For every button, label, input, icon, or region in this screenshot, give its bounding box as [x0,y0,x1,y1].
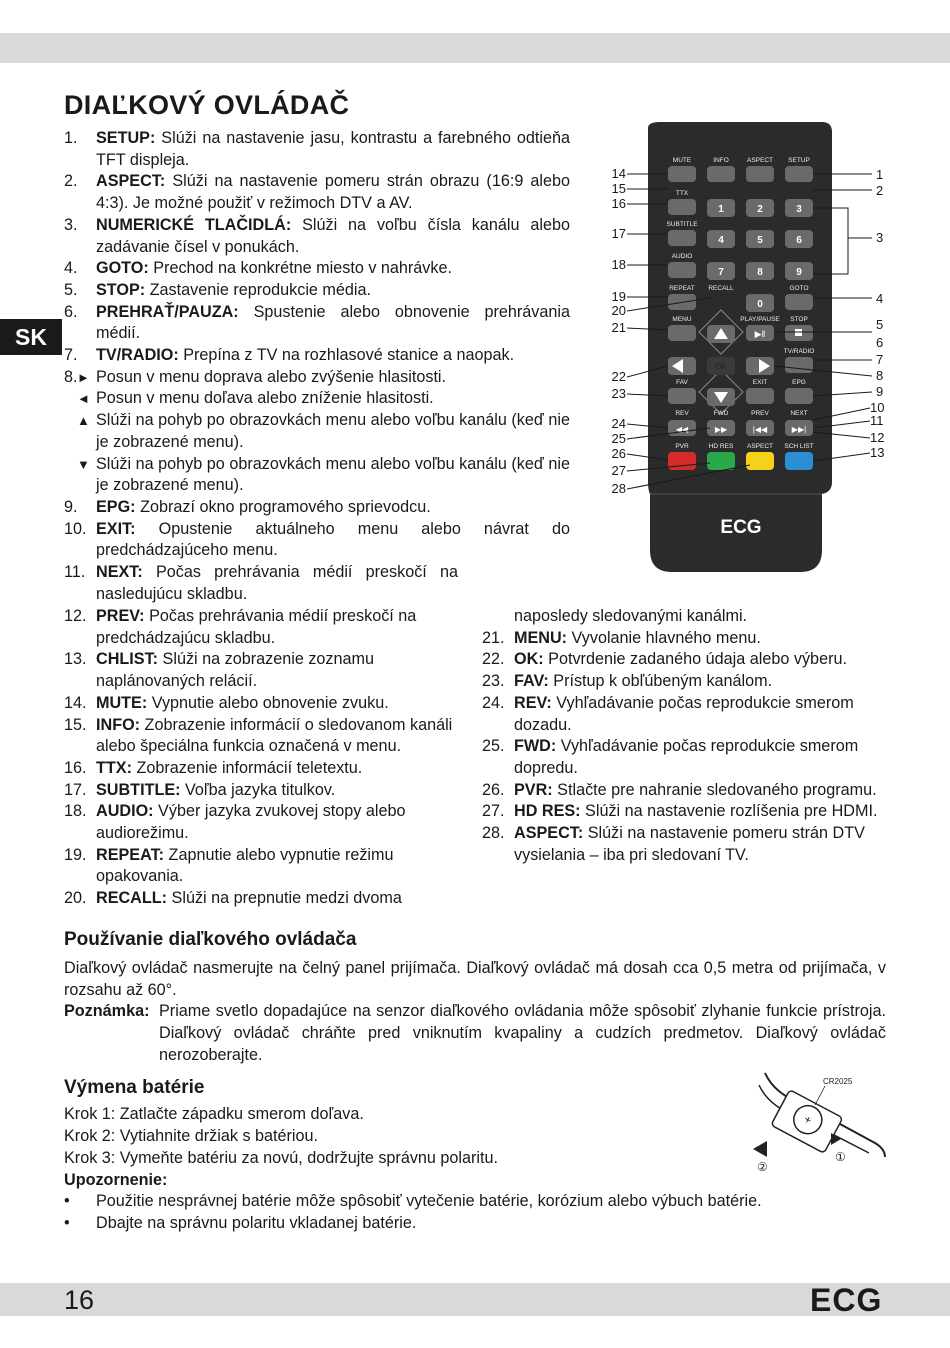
svg-text:24: 24 [611,416,626,431]
label-ttx: TTX [675,190,689,197]
battery-heading: Výmena batérie [64,1077,205,1098]
svg-text:8: 8 [757,267,763,278]
svg-text:10: 10 [870,400,885,415]
subtitle-button [668,230,696,246]
note-text: Priame svetlo dopadajúce na senzor diaľkového ovládania môže spôsobiť zlyhanie funkcie prístroja. Diaľkový ovládač chráňte pred vniknutím kvapaliny a cudzích predmetov. Diaľkový ovládač nerozoberajte. [159,1002,886,1064]
svg-text:26: 26 [611,446,626,461]
rewind-icon: ◀◀ [675,425,689,434]
exit-button [746,388,774,404]
svg-text:NEXT: NEXT [790,410,808,417]
bottom-bar [0,1283,950,1316]
svg-text:13: 13 [870,445,885,460]
svg-text:0: 0 [757,299,763,310]
list-item: 10. EXIT: Opustenie aktuálneho menu alebo návrat do predchádzajúceho menu. [64,519,570,560]
svg-text:4: 4 [718,235,724,246]
brand-logo: ECG [810,1282,883,1318]
step-2-marker: ② [757,1160,768,1174]
remote-brand: ECG [720,517,762,538]
svg-text:EPG: EPG [792,379,806,386]
svg-text:4: 4 [876,291,884,306]
svg-text:ASPECT: ASPECT [746,443,774,450]
step-1-marker: ① [835,1150,846,1164]
svg-text:3: 3 [876,230,884,245]
goto-button [785,294,813,310]
svg-text:PVR: PVR [675,443,689,450]
svg-text:HD RES: HD RES [708,443,734,450]
function-list-col1 [64,128,570,605]
setup-button [785,166,813,182]
arrow-up-icon: ▲ [77,413,90,429]
svg-text:23: 23 [611,386,626,401]
svg-text:2: 2 [757,204,763,215]
aspect-button-yellow [746,452,774,470]
svg-text:22: 22 [611,369,626,384]
pull-arrow-icon [753,1141,767,1157]
svg-text:1: 1 [718,204,724,215]
callouts-left [612,166,626,496]
svg-text:6: 6 [876,335,884,350]
list-item: 1. SETUP: Slúži na nastavenie jasu, kontrastu a farebného odtieňa TFT displeja. [64,129,570,169]
svg-text:9: 9 [796,267,802,278]
list-item: 17. SUBTITLE: Voľba jazyka titulkov. [64,780,336,799]
schlist-button-blue [785,452,813,470]
mute-button [668,166,696,182]
svg-text:FWD: FWD [713,410,729,417]
list-item: 23. FAV: Prístup k obľúbeným kanálom. [482,672,773,691]
svg-text:7: 7 [876,352,884,367]
arrow-down-icon: ▼ [77,456,90,472]
svg-text:1: 1 [876,167,884,182]
list-item: 3. NUMERICKÉ TLAČIDLÁ: Slúži na voľbu čísla kanálu alebo zadávanie čísel v ponukách. [64,215,570,256]
list-item: 24. REV: Vyhľadávanie počas reprodukcie smerom dozadu. [482,693,854,734]
svg-text:18: 18 [611,257,626,272]
function-list-col3 [482,606,892,866]
svg-text:+: + [801,1111,815,1128]
svg-text:5: 5 [757,235,763,246]
svg-text:REV: REV [675,410,689,417]
list-item: 22. OK: Potvrdenie zadaného údaja alebo výberu. [482,650,847,669]
list-item: • Použitie nesprávnej batérie môže spôsobiť vytečenie batérie, korózium alebo výbuch batérie. [64,1190,762,1212]
usage-text: Diaľkový ovládač nasmerujte na čelný panel prijímača. Diaľkový ovládač má dosah cca 0,5 metra od prijímača, v rozsahu až 60°. [64,959,886,999]
note-block [64,1000,886,1066]
list-item: 13. CHLIST: Slúži na zobrazenie zoznamu naplánovaných relácií. [64,650,375,691]
play-pause-icon: ▶‖ [754,329,766,339]
svg-text:12: 12 [870,430,885,445]
aspect-button [746,166,774,182]
svg-text:25: 25 [611,431,626,446]
label-subtitle: SUBTITLE [666,221,698,228]
svg-text:2: 2 [876,183,884,198]
pvr-button-red [668,452,696,470]
svg-text:6: 6 [796,235,802,246]
label-tvradio: TV/RADIO [783,348,815,355]
list-item: 9. EPG: Zobrazí okno programového sprievodcu. [64,497,431,516]
label-audio: AUDIO [671,253,693,260]
list-item: 21. MENU: Vyvolanie hlavného menu. [482,628,761,647]
svg-text:14: 14 [611,166,626,181]
warning-label: Upozornenie: [64,1171,168,1189]
ttx-button [668,199,696,215]
skip-back-icon: |◀◀ [752,425,768,434]
battery-replacement-illustration [745,1065,890,1180]
usage-heading: Používanie diaľkového ovládača [64,929,357,950]
label-setup: SETUP [788,157,810,164]
battery-type-label: CR2025 [823,1077,853,1086]
step-2: Krok 2: Vytiahnite držiak s batériou. [64,1127,319,1145]
remote-control-illustration [600,120,900,580]
svg-text:11: 11 [870,413,884,428]
fav-button [668,388,696,404]
list-item: 11. NEXT: Počas prehrávania médií preskočí na nasledujúcu skladbu. [64,563,458,603]
svg-text:19: 19 [611,289,626,304]
label-repeat: REPEAT [669,285,695,292]
arrow-left-icon: ◄ [77,391,90,407]
svg-text:20: 20 [611,303,626,318]
warning-list [64,1190,762,1234]
label-playpause: PLAY/PAUSE [740,316,780,323]
list-item: 2. ASPECT: Slúži na nastavenie pomeru strán obrazu (16:9 alebo 4:3). Je možné použiť v režimoch DTV a AV. [64,172,570,213]
epg-button [785,388,813,404]
forward-icon: ▶▶ [714,425,728,434]
list-item: 20. RECALL: Slúži na prepnutie medzi dvoma [64,889,402,908]
label-stop: STOP [790,316,808,323]
svg-text:EXIT: EXIT [752,379,768,386]
svg-text:28: 28 [611,481,626,496]
list-item: 6. PREHRAŤ/PAUZA: Spustenie alebo obnovenie prehrávania médií. [64,302,570,343]
list-item: 5. STOP: Zastavenie reprodukcie média. [64,280,372,299]
list-item: 12. PREV: Počas prehrávania médií preskočí na predchádzajúcu skladbu. [64,607,417,647]
page-title: DIAĽKOVÝ OVLÁDAČ [64,90,350,120]
function-list-col2 [64,606,474,910]
battery-steps [64,1103,498,1191]
list-item: 15. INFO: Zobrazenie informácií o sledovanom kanáli alebo špeciálna funkcia označená v menu. [64,715,453,756]
label-recall: RECALL [708,285,734,292]
svg-text:7: 7 [718,267,724,278]
svg-text:16: 16 [611,196,626,211]
menu-button [668,325,696,341]
svg-text:27: 27 [611,463,626,478]
callouts-right [870,167,884,460]
list-item: 16. TTX: Zobrazenie informácií teletextu. [64,758,363,777]
svg-text:8: 8 [876,368,884,383]
label-menu: MENU [672,316,692,323]
hdres-button-green [707,452,735,470]
push-arrow-icon [831,1133,841,1145]
list-item: 18. AUDIO: Výber jazyka zvukovej stopy alebo audiorežimu. [64,802,406,843]
list-item: • Dbajte na správnu polaritu vkladanej batérie. [64,1212,762,1234]
svg-text:9: 9 [876,384,884,399]
step-3: Krok 3: Vymeňte batériu za novú, dodržujte správnu polaritu. [64,1149,499,1167]
note-label: Poznámka: [64,1002,150,1020]
list-item: 7. TV/RADIO: Prepína z TV na rozhlasové stanice a naopak. [64,346,515,365]
label-mute: MUTE [672,157,692,164]
svg-text:17: 17 [611,226,626,241]
list-item-navigation: 8. ► Posun v menu doprava alebo zvýšenie hlasitosti. ◄ Posun v menu doľava alebo zníženie hlasitosti. ▲ Slúži na pohyb po obrazovkách menu alebo voľbu kanálu (keď nie je zobrazené menu). ▼ Slúži na pohyb po obrazovkách menu alebo voľbu kanálu (keď nie je zobrazené menu). [64,367,570,495]
svg-text:SCH LIST: SCH LIST [784,443,814,450]
svg-text:3: 3 [796,204,802,215]
svg-text:5: 5 [876,317,884,332]
svg-text:PREV: PREV [751,410,769,417]
arrow-right-icon: ► [77,369,90,385]
page-number: 16 [64,1285,95,1315]
list-item: 14. MUTE: Vypnutie alebo obnovenie zvuku. [64,693,389,712]
label-aspect: ASPECT [746,157,774,164]
list-item: 27. HD RES: Slúži na nastavenie rozlíšenia pre HDMI. [482,802,878,821]
info-button [707,166,735,182]
top-bar [0,33,950,63]
list-item: 28. ASPECT: Slúži na nastavenie pomeru strán DTV vysielania – iba pri sledovaní TV. [482,824,865,864]
audio-button [668,262,696,278]
list-item: 25. FWD: Vyhľadávanie počas reprodukcie smerom dopredu. [482,737,859,777]
ok-label: OK [715,362,727,371]
svg-text:FAV: FAV [676,379,688,386]
list-item: 4. GOTO: Prechod na konkrétne miesto v nahrávke. [64,259,452,278]
skip-forward-icon: ▶▶| [791,425,807,434]
label-goto: GOTO [789,285,809,292]
step-1: Krok 1: Zatlačte západku smerom doľava. [64,1105,364,1123]
svg-text:15: 15 [611,181,626,196]
tvradio-button [785,357,813,373]
list-item-continuation: naposledy sledovanými kanálmi. [514,607,748,625]
list-item: 26. PVR: Stlačte pre nahranie sledovaného programu. [482,780,877,799]
list-item: 19. REPEAT: Zapnutie alebo vypnutie režimu opakovania. [64,845,394,886]
label-info: INFO [713,157,729,164]
language-tab: SK [0,319,62,355]
svg-text:21: 21 [611,320,626,335]
